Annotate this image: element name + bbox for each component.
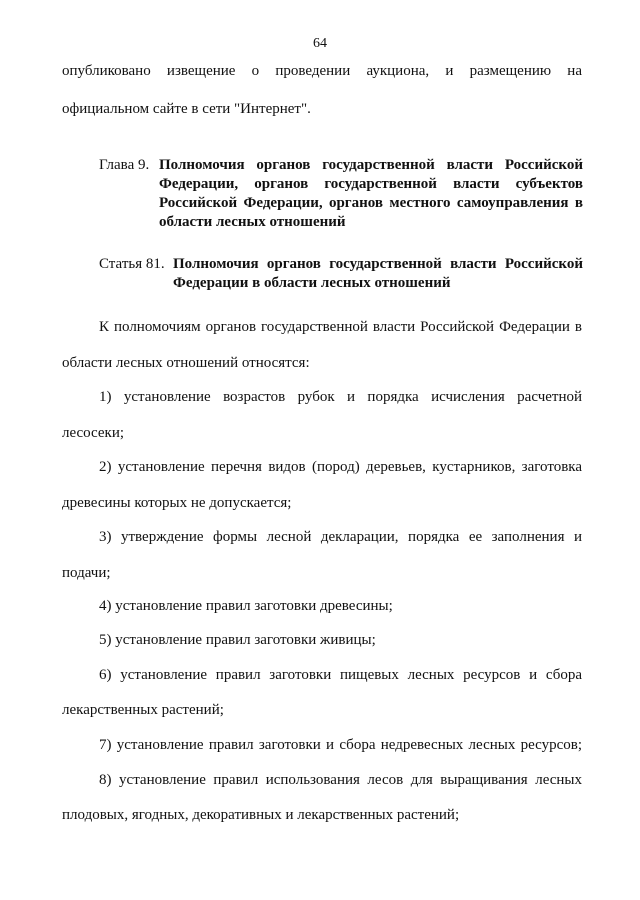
article-title-line: Федерации в области лесных отношений: [173, 275, 451, 291]
list-item-4: 4) установление правил заготовки древесины;: [99, 598, 393, 614]
list-item-8-line-2: плодовых, ягодных, декоративных и лекарственных растений;: [62, 807, 460, 823]
paragraph-line: области лесных отношений относятся:: [62, 355, 310, 371]
article-prefix: Статья 81.: [99, 256, 165, 272]
chapter-title-line: Полномочия органов государственной власти Российской: [159, 157, 583, 173]
list-item-3-line-1: 3) утверждение формы лесной декларации, порядка ее заполнения и: [99, 529, 582, 545]
chapter-heading: [99, 156, 583, 236]
intro-line-1: опубликовано извещение о проведении аукциона, и размещению на: [62, 63, 582, 79]
list-item-1-line-2: лесосеки;: [62, 425, 125, 441]
intro-line-2: официальном сайте в сети "Интернет".: [62, 101, 311, 117]
article-title: [173, 255, 583, 293]
list-item-3-line-2: подачи;: [62, 565, 111, 581]
list-item-2-line-2: древесины которых не допускается;: [62, 495, 292, 511]
list-item-6-line-2: лекарственных растений;: [62, 702, 224, 718]
list-item-6-line-1: 6) установление правил заготовки пищевых лесных ресурсов и сбора: [99, 667, 582, 683]
chapter-prefix: Глава 9.: [99, 157, 150, 173]
list-item-2-line-1: 2) установление перечня видов (пород) деревьев, кустарников, заготовка: [99, 459, 582, 475]
article-heading: [99, 255, 583, 295]
chapter-title-line: Федерации, органов государственной власти субъектов: [159, 176, 583, 192]
page-number: 64: [313, 36, 327, 51]
list-item-7: 7) установление правил заготовки и сбора недревесных лесных ресурсов;: [99, 737, 582, 753]
list-item-1-line-1: 1) установление возрастов рубок и порядка исчисления расчетной: [99, 389, 582, 405]
chapter-title: [159, 156, 583, 232]
chapter-title-line: области лесных отношений: [159, 214, 346, 230]
chapter-title-line: Российской Федерации, органов местного самоуправления в: [159, 195, 583, 211]
paragraph-line: К полномочиям органов государственной власти Российской Федерации в: [99, 319, 582, 335]
list-item-8-line-1: 8) установление правил использования лесов для выращивания лесных: [99, 772, 582, 788]
article-title-line: Полномочия органов государственной власти Российской: [173, 256, 583, 272]
list-item-5: 5) установление правил заготовки живицы;: [99, 632, 376, 648]
